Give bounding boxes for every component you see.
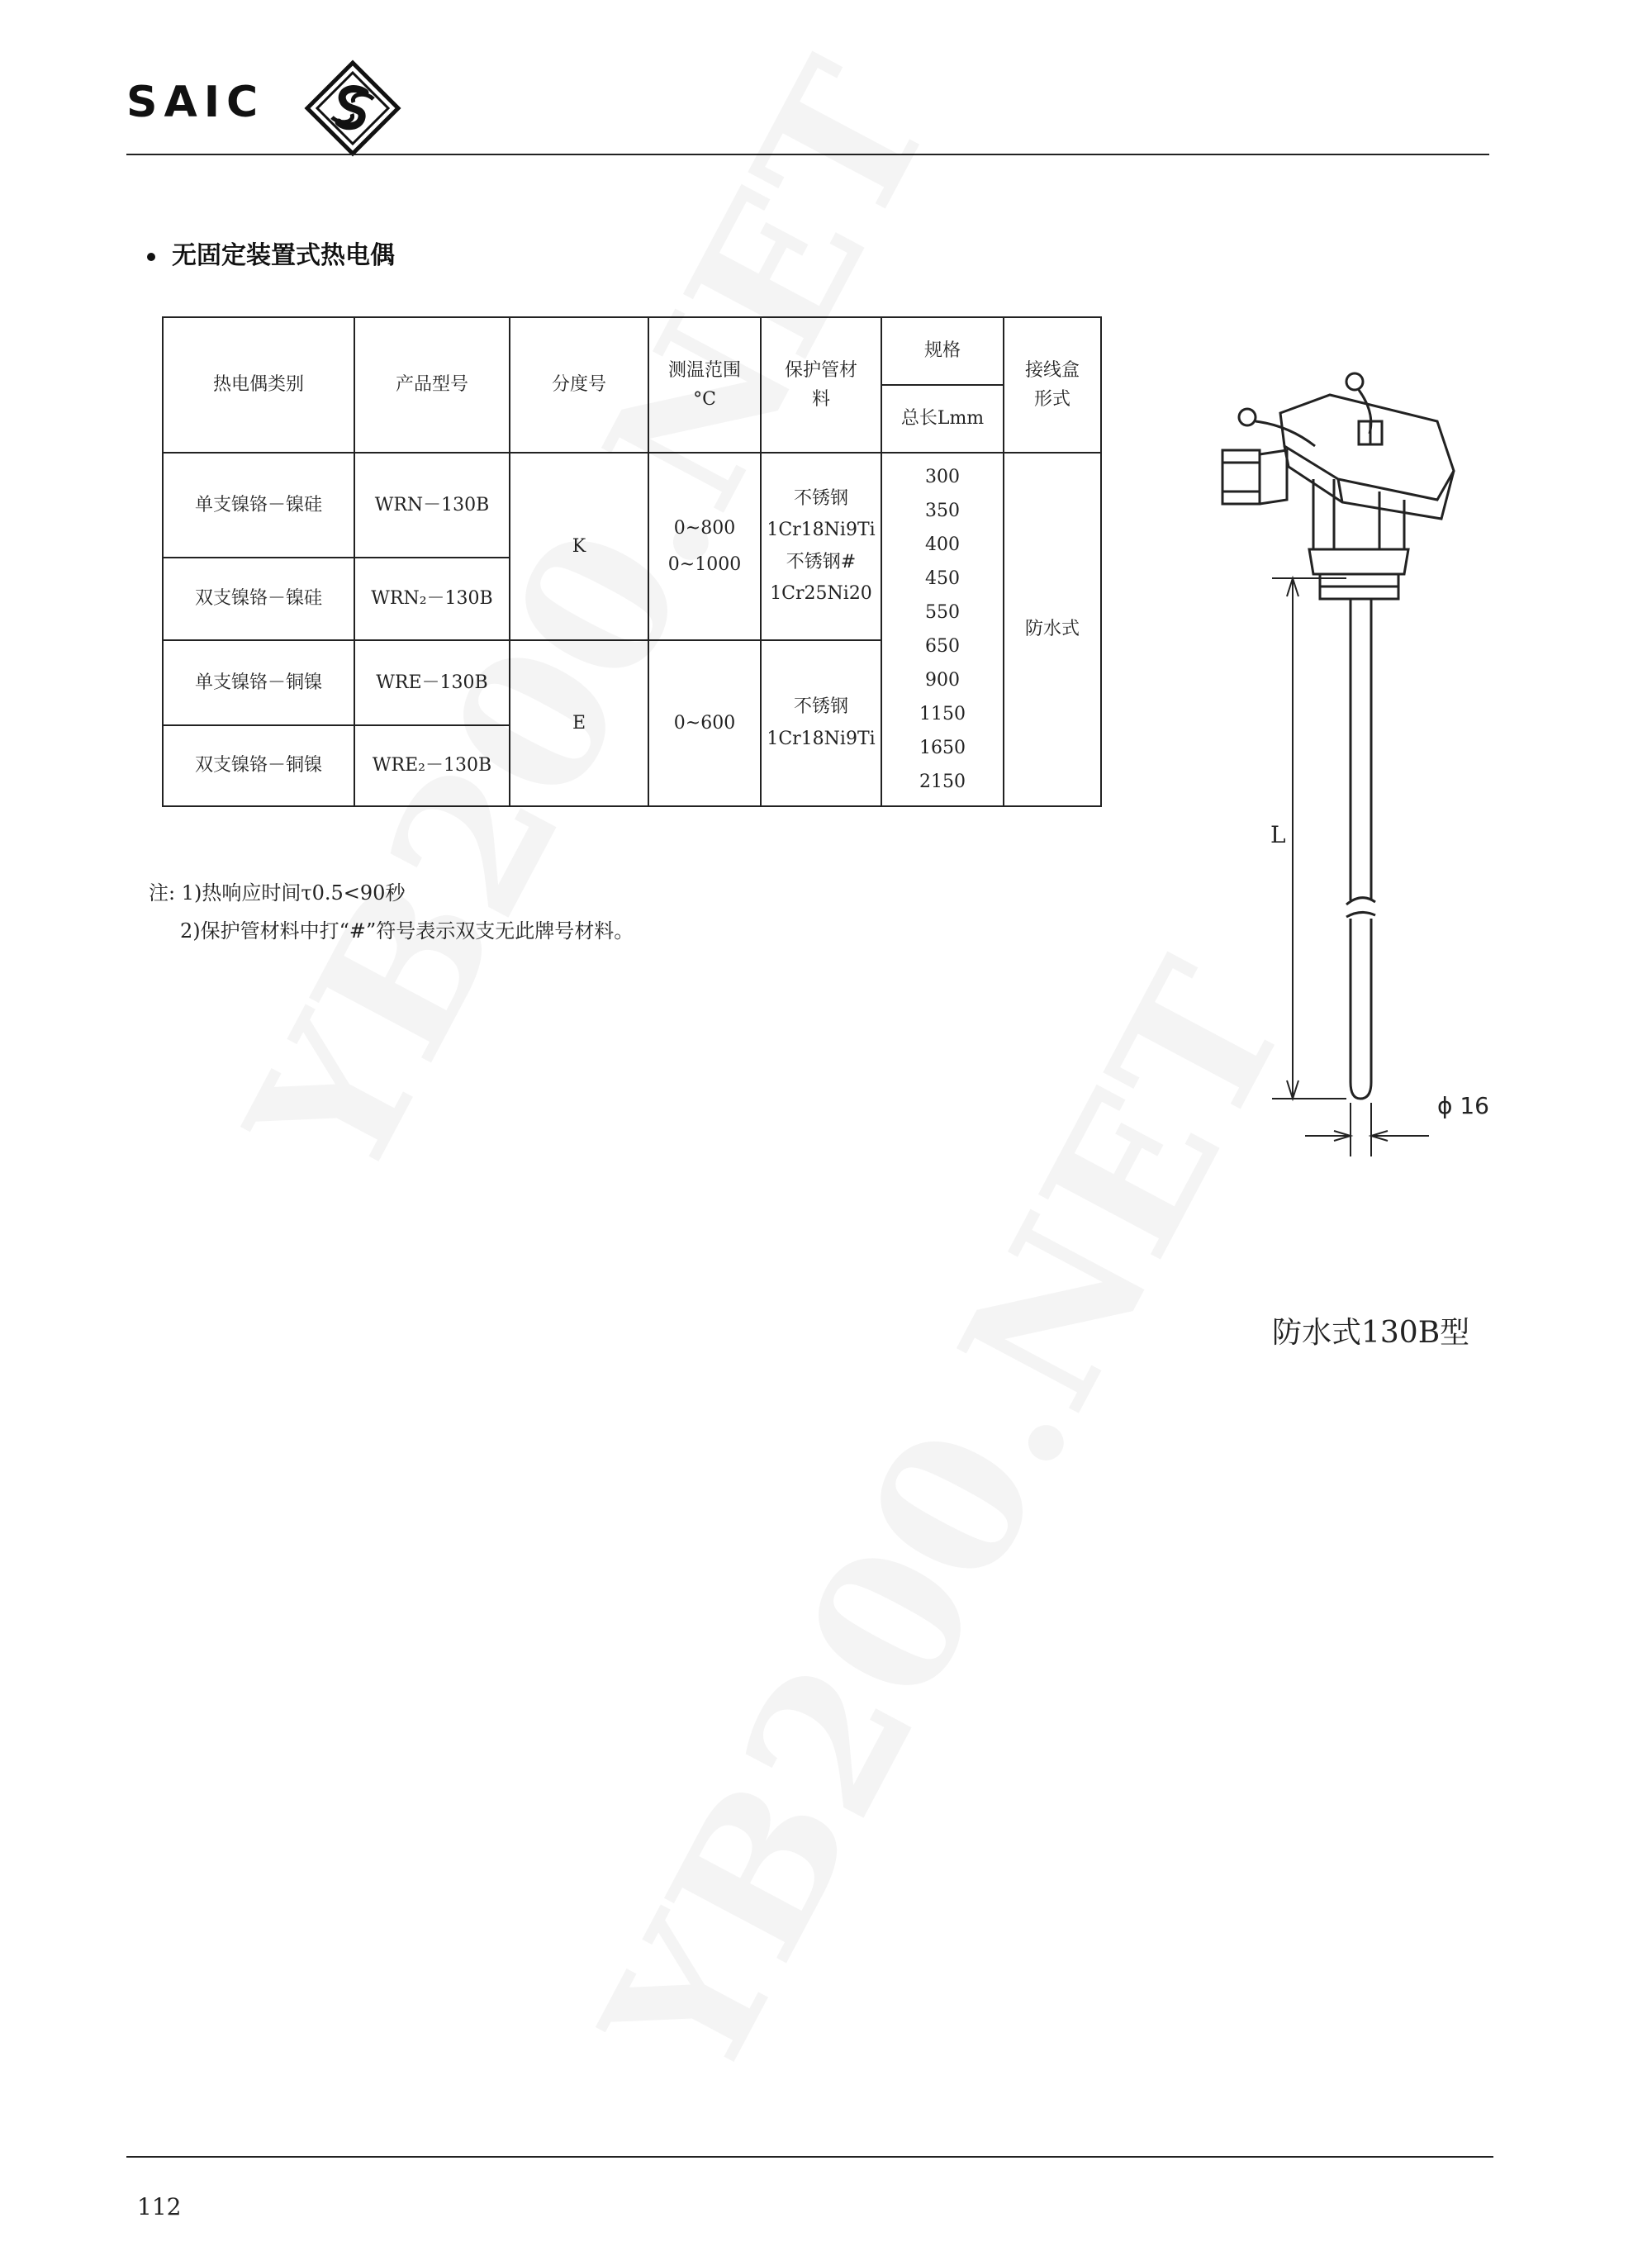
- header-graduation: 分度号: [510, 317, 648, 453]
- box-type: 防水式: [1004, 453, 1101, 806]
- graduation-e: E: [510, 640, 648, 806]
- dim-diameter-label: ϕ 16: [1437, 1092, 1489, 1119]
- brand-name: SAIC: [126, 78, 265, 127]
- range-k: 0~800 0~1000: [648, 453, 761, 640]
- range-e: 0~600: [648, 640, 761, 806]
- watermark: [562, 931, 1331, 2112]
- bullet-icon: [147, 253, 155, 261]
- row-type: 双支镍铬－铜镍: [163, 725, 354, 806]
- row-model: WRN－130B: [354, 453, 510, 558]
- header-material: 保护管材 料: [761, 317, 881, 453]
- row-type: 单支镍铬－铜镍: [163, 640, 354, 725]
- row-type: 双支镍铬－镍硅: [163, 558, 354, 640]
- header-box: 接线盒 形式: [1004, 317, 1101, 453]
- length-list: 300 350 400 450 550 650 900 1150 1650 2150: [881, 453, 1004, 806]
- row-type: 单支镍铬－镍硅: [163, 453, 354, 558]
- drawing-caption: 防水式130B型: [1272, 1316, 1470, 1350]
- header-range: 测温范围 °C: [648, 317, 761, 453]
- row-model: WRN₂－130B: [354, 558, 510, 640]
- section-title: 无固定装置式热电偶: [147, 235, 395, 271]
- footer-rule: [126, 2156, 1493, 2158]
- header-spec: 规格: [881, 317, 1004, 385]
- row-model: WRE－130B: [354, 640, 510, 725]
- note-1: 注: 1)热响应时间τ0.5<90秒: [149, 881, 406, 905]
- header-model: 产品型号: [354, 317, 510, 453]
- row-model: WRE₂－130B: [354, 725, 510, 806]
- header-type: 热电偶类别: [163, 317, 354, 453]
- note-2: 2)保护管材料中打“#”符号表示双支无此牌号材料。: [180, 919, 634, 943]
- page-number: 112: [137, 2193, 182, 2220]
- graduation-k: K: [510, 453, 648, 640]
- material-k: 不锈钢 1Cr18Ni9Ti 不锈钢# 1Cr25Ni20: [761, 453, 881, 640]
- material-e: 不锈钢 1Cr18Ni9Ti: [761, 640, 881, 806]
- s-diamond-logo-icon: [304, 59, 401, 160]
- header-length: 总长Lmm: [881, 385, 1004, 453]
- dim-length-label: L: [1270, 821, 1286, 848]
